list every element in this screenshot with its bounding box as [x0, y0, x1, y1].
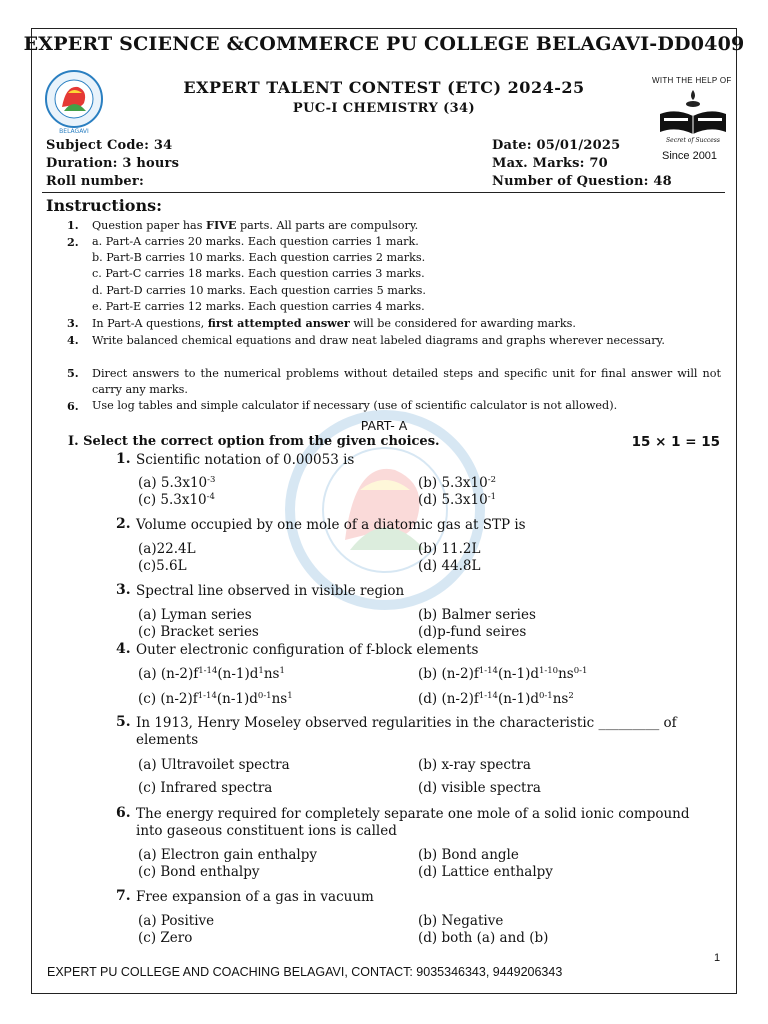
option-d: (d) visible spectra: [418, 780, 541, 796]
question-number: 6.: [116, 805, 131, 821]
option-b: (b) x-ray spectra: [418, 757, 531, 773]
option-d: (d) Lattice enthalpy: [418, 864, 553, 880]
question-number: 4.: [116, 641, 131, 657]
instruction-text: e. Part-E carries 12 marks. Each question carries 4 marks.: [92, 300, 425, 313]
footer-contact: EXPERT PU COLLEGE AND COACHING BELAGAVI, CONTACT: 9035346343, 9449206343: [47, 965, 563, 979]
option-b: (b) $5.3x10^{-2}$: [418, 475, 497, 491]
question-text: The energy required for completely separate one mole of a solid ionic compound into gaseous constituent ions is called: [136, 806, 690, 839]
instruction-text: Use log tables and simple calculator if necessary (use of scientific calculator is not allowed).: [92, 399, 618, 412]
question-text: In 1913, Henry Moseley observed regularities in the characteristic _________ of elements: [136, 715, 677, 748]
instruction-text: b. Part-B carries 10 marks. Each question carries 2 marks.: [92, 251, 426, 264]
roll-number: Roll number:: [46, 174, 144, 189]
option-d: (d) both (a) and (b): [418, 930, 549, 946]
question-number: 1.: [116, 451, 131, 467]
question-text: Spectral line observed in visible region: [136, 583, 405, 599]
option-b: (b) $(n-2)f^{1-14}(n-1)d^{1-10}ns^{0-1}$: [418, 666, 588, 682]
option-b: (b) Bond angle: [418, 847, 519, 863]
option-a: (a)22.4L: [138, 541, 196, 557]
option-a: (a) Ultravoilet spectra: [138, 757, 290, 773]
section-instruction: I. Select the correct option from the given choices.: [68, 434, 440, 449]
option-b: (b) Balmer series: [418, 607, 536, 623]
part-a-title: PART- A: [360, 418, 408, 433]
instruction-number: 5.: [67, 366, 79, 380]
instruction-number: 2.: [67, 235, 79, 249]
question-text: Outer electronic configuration of f-block elements: [136, 642, 479, 658]
contest-title: EXPERT TALENT CONTEST (ETC) 2024-25: [183, 78, 585, 97]
instruction-text: Write balanced chemical equations and draw neat labeled diagrams and graphs wherever necessary.: [92, 334, 665, 347]
question-number: 5.: [116, 714, 131, 730]
instruction-number: 4.: [67, 333, 79, 347]
max-marks: Max. Marks: 70: [492, 156, 608, 171]
option-a: (a) $5.3x10^{-3}$: [138, 475, 216, 491]
svg-text:Secret of Success: Secret of Success: [666, 137, 720, 144]
subject-title: PUC-I CHEMISTRY (34): [292, 101, 476, 116]
option-a: (a) Lyman series: [138, 607, 252, 623]
question-number: 3.: [116, 582, 131, 598]
option-c: (c)5.6L: [138, 558, 187, 574]
option-d: (d) $(n-2)f^{1-14}(n-1)d^{0-1}ns^2$: [418, 691, 574, 707]
instruction-number: 6.: [67, 399, 79, 413]
duration: Duration: 3 hours: [46, 156, 180, 171]
since-label: Since 2001: [662, 150, 718, 162]
option-c: (c) Bond enthalpy: [138, 864, 260, 880]
exam-date: Date: 05/01/2025: [492, 138, 621, 153]
divider: [42, 192, 725, 193]
option-d: (d) 44.8L: [418, 558, 481, 574]
option-c: (c) Zero: [138, 930, 193, 946]
instruction-text: c. Part-C carries 18 marks. Each question carries 3 marks.: [92, 267, 425, 280]
option-c: (c) Bracket series: [138, 624, 259, 640]
instruction-text: Direct answers to the numerical problems without detailed steps and specific unit for final answer will not carry any marks.: [92, 367, 721, 396]
question-text: Volume occupied by one mole of a diatomic gas at STP is: [136, 517, 526, 533]
college-name: EXPERT SCIENCE &COMMERCE PU COLLEGE BELAGAVI-DD0409: [23, 33, 745, 55]
instruction-number: 3.: [67, 316, 79, 330]
instruction-text: d. Part-D carries 10 marks. Each question carries 5 marks.: [92, 284, 426, 297]
page-number: 1: [714, 952, 721, 964]
option-c: (c) $5.3x10^{-4}$: [138, 492, 215, 508]
subject-code: Subject Code: 34: [46, 138, 173, 153]
instruction-number: 1.: [67, 218, 79, 232]
question-text: Scientific notation of 0.00053 is: [136, 452, 355, 468]
instructions-heading: Instructions:: [46, 196, 163, 215]
option-a: (a) Electron gain enthalpy: [138, 847, 318, 863]
instruction-text: a. Part-A carries 20 marks. Each question carries 1 mark.: [92, 235, 419, 248]
svg-text:BELAGAVI: BELAGAVI: [59, 128, 89, 135]
instruction-text: In Part-A questions, first attempted answer will be considered for awarding marks.: [92, 316, 576, 330]
option-d: (d) $5.3x10^{-1}$: [418, 492, 497, 508]
question-text: Free expansion of a gas in vacuum: [136, 889, 374, 905]
option-b: (b) Negative: [418, 913, 504, 929]
section-marks: 15 × 1 = 15: [631, 434, 720, 450]
option-b: (b) 11.2L: [418, 541, 481, 557]
lamp-book-emblem: [656, 88, 730, 144]
option-d: (d)p-fund seires: [418, 624, 527, 640]
option-a: (a) $(n-2)f^{1-14}(n-1)d^1ns^1$: [138, 666, 285, 682]
question-number: 7.: [116, 888, 131, 904]
help-of-label: WITH THE HELP OF: [652, 76, 732, 85]
instruction-text: Question paper has FIVE parts. All parts are compulsory.: [92, 218, 419, 232]
option-a: (a) Positive: [138, 913, 215, 929]
question-number: 2.: [116, 516, 131, 532]
question-count: Number of Question: 48: [492, 174, 672, 189]
option-c: (c) Infrared spectra: [138, 780, 273, 796]
option-c: (c) $(n-2)f^{1-14}(n-1)d^{0-1}ns^1$: [138, 691, 293, 707]
